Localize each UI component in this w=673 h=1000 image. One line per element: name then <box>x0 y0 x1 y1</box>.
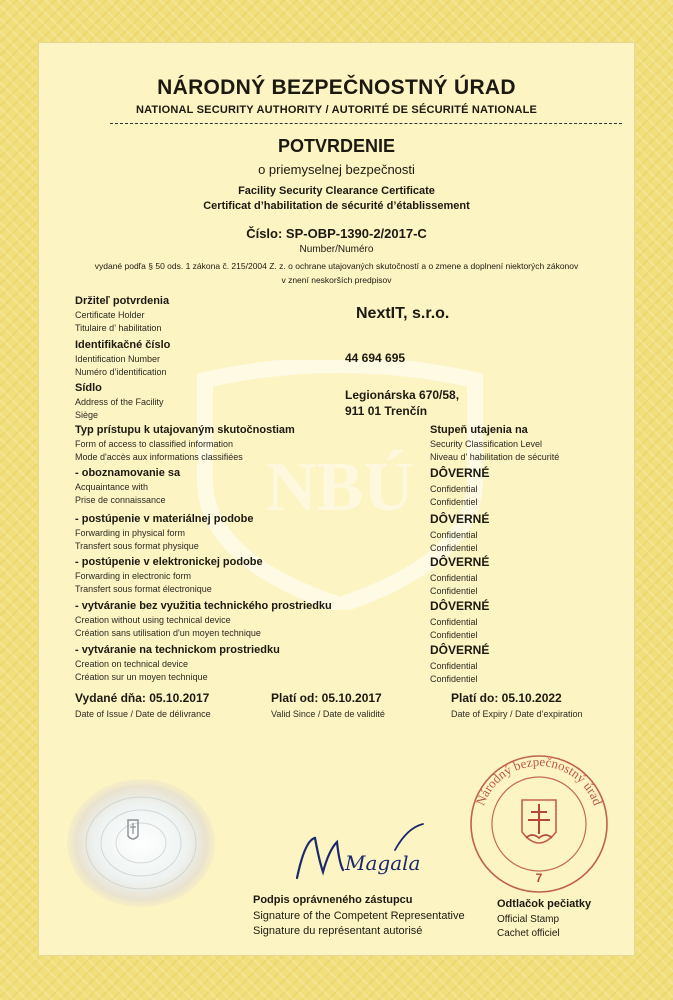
access-type-en: Creation without using technical device <box>75 615 231 625</box>
access-level-fr: Confidentiel <box>430 586 478 596</box>
level-label: Stupeň utajenia na <box>430 424 528 436</box>
level-label-en: Security Classification Level <box>430 439 543 449</box>
number-label: Number/Numéro <box>299 244 374 255</box>
id-label: Identifikačné číslo <box>75 339 171 351</box>
certificate-number: Číslo: SP-OBP-1390-2/2017-C <box>246 226 427 241</box>
watermark-text: NBÚ <box>266 449 414 526</box>
seat-label-fr: Siège <box>75 410 99 420</box>
access-level: DÔVERNÉ <box>430 643 490 657</box>
valid-since-date: Platí od: 05.10.2017 <box>271 691 382 705</box>
holder-label-fr: Titulaire d’ habilitation <box>75 323 162 333</box>
access-level-fr: Confidentiel <box>430 674 478 684</box>
legal-basis-line2: v znení neskorších predpisov <box>281 275 392 285</box>
access-level-en: Confidential <box>430 484 478 494</box>
holder-label: Držiteľ potvrdenia <box>75 295 170 307</box>
access-label: Typ prístupu k utajovaným skutočnostiam <box>75 424 295 436</box>
access-level-en: Confidential <box>430 530 478 540</box>
stamp-label: Odtlačok pečiatky <box>497 898 592 910</box>
access-type-fr: Transfert sous format physique <box>75 541 199 551</box>
access-level: DÔVERNÉ <box>430 512 490 526</box>
access-level: DÔVERNÉ <box>430 555 490 569</box>
signature-label-fr: Signature du représentant autorisé <box>253 925 423 937</box>
valid-since-label: Valid Since / Date de validité <box>271 709 385 719</box>
access-type-fr: Transfert sous format électronique <box>75 584 212 594</box>
access-type: - oboznamovanie sa <box>75 467 181 479</box>
legal-basis-line1: vydané podľa § 50 ods. 1 zákona č. 215/2004 Z. z. o ochrane utajovaných skutočností a o zmene a doplnení niektorých zákonov <box>94 261 579 271</box>
signature-label: Podpis oprávneného zástupcu <box>253 894 413 906</box>
document-title: POTVRDENIE <box>277 136 396 156</box>
seat-label: Sídlo <box>75 382 102 394</box>
access-level-en: Confidential <box>430 573 478 583</box>
issue-date-label: Date of Issue / Date de délivrance <box>75 709 211 719</box>
stamp-ring-text: Národný bezpečnostný úrad <box>472 753 606 808</box>
access-type-en: Creation on technical device <box>75 659 189 669</box>
access-level-fr: Confidentiel <box>430 543 478 553</box>
stamp-label-en: Official Stamp <box>497 914 560 925</box>
access-type-en: Forwarding in electronic form <box>75 571 192 581</box>
authority-name: NÁRODNÝ BEZPEČNOSTNÝ ÚRAD <box>157 76 516 99</box>
access-type: - postúpenie v elektronickej podobe <box>75 556 263 568</box>
access-level-fr: Confidentiel <box>430 630 478 640</box>
subtitle-en: Facility Security Clearance Certificate <box>238 185 435 197</box>
document-subtitle: o priemyselnej bezpečnosti <box>258 162 415 177</box>
access-level: DÔVERNÉ <box>430 466 490 480</box>
level-label-fr: Niveau d' habilitation de sécurité <box>430 452 560 462</box>
access-type-en: Acquaintance with <box>75 482 149 492</box>
expiry-date-label: Date of Expiry / Date d’expiration <box>451 709 583 719</box>
issue-date: Vydané dňa: 05.10.2017 <box>75 691 210 705</box>
signature-mark <box>275 820 435 890</box>
stamp-label-fr: Cachet officiel <box>497 928 560 939</box>
seat-label-en: Address of the Facility <box>75 397 164 407</box>
seat-value-line1: Legionárska 670/58, <box>345 388 460 402</box>
signature-script: Magala <box>345 851 421 875</box>
hologram-seal <box>66 778 216 908</box>
access-label-en: Form of access to classified information <box>75 439 234 449</box>
access-type-fr: Création sur un moyen technique <box>75 672 208 682</box>
authority-name-en-fr: NATIONAL SECURITY AUTHORITY / AUTORITÉ DE SÉCURITÉ NATIONALE <box>135 104 538 116</box>
id-label-en: Identification Number <box>75 354 161 364</box>
expiry-date: Platí do: 05.10.2022 <box>451 691 562 705</box>
holder-value: NextIT, s.r.o. <box>356 305 450 322</box>
access-type: - vytváranie bez využitia technického prostriedku <box>75 600 332 612</box>
access-level: DÔVERNÉ <box>430 599 490 613</box>
access-level-fr: Confidentiel <box>430 497 478 507</box>
access-level-en: Confidential <box>430 617 478 627</box>
access-label-fr: Mode d'accès aux informations classifiées <box>75 452 243 462</box>
subtitle-fr: Certificat d’habilitation de sécurité d’établissement <box>203 200 470 212</box>
seat-value-line2: 911 01 Trenčín <box>345 404 428 418</box>
id-label-fr: Numéro d’identification <box>75 367 167 377</box>
id-value: 44 694 695 <box>345 351 406 365</box>
stamp-number: 7 <box>535 871 543 885</box>
access-type: - vytváranie na technickom prostriedku <box>75 644 280 656</box>
holder-label-en: Certificate Holder <box>75 310 145 320</box>
access-type-fr: Création sans utilisation d'un moyen technique <box>75 628 261 638</box>
access-type-fr: Prise de connaissance <box>75 495 166 505</box>
access-type: - postúpenie v materiálnej podobe <box>75 513 254 525</box>
signature-label-en: Signature of the Competent Representative <box>253 910 465 922</box>
official-stamp <box>464 752 614 897</box>
header-divider <box>110 123 622 124</box>
access-type-en: Forwarding in physical form <box>75 528 186 538</box>
access-level-en: Confidential <box>430 661 478 671</box>
